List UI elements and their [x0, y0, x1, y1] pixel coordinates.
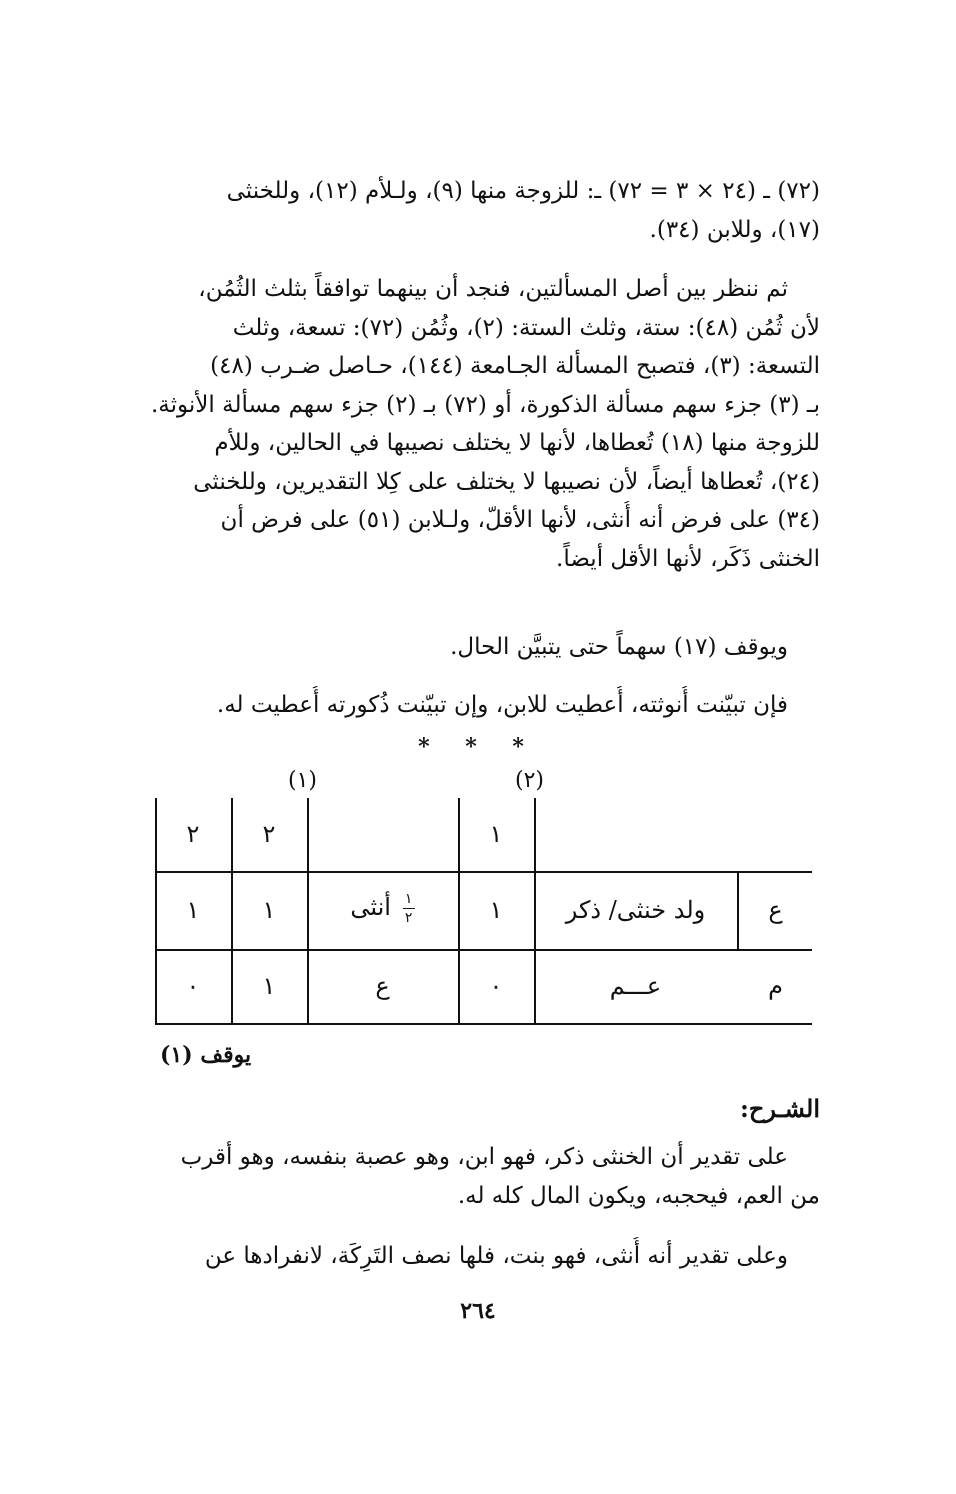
suspend-note: يوقف (١): [160, 1042, 252, 1068]
suspend-line: [134, 628, 820, 667]
table-cell: ع: [375, 972, 390, 1000]
table-border-bottom: [155, 1023, 812, 1025]
text-line: (٣٤) على فرض أنه أُنثى، لأنها الأقلّ، ولـلابن (٥١) على فرض أن: [220, 507, 820, 533]
table-cell: ١: [489, 820, 503, 848]
female-label: أنثى: [350, 893, 391, 921]
table-row-divider: [155, 949, 812, 951]
text-line: لأن ثُمُن (٤٨): ستة، وثلث الستة: (٢)، وثُمُن (٧٢): تسعة، وثلث: [232, 314, 820, 341]
text-line: على تقدير أن الخنثى ذكر، فهو ابن، وهو عصبة بنفسه، وهو أقرب: [180, 1144, 788, 1170]
female-assumption-cell: [307, 892, 458, 925]
text-line: ويوقف (١٧) سهماً حتى يتبيَّن الحال.: [450, 634, 788, 660]
table-cell: ٠: [489, 972, 503, 1000]
explanation-heading: الشـرح:: [739, 1094, 820, 1123]
heir-code-cell: ع: [768, 896, 783, 924]
text-line: ثم ننظر بين أصل المسألتين، فنجد أن بينهما توافقاً بثلث الثُمُن،: [198, 276, 788, 302]
page-number: ٢٦٤: [460, 1298, 496, 1324]
text-line: من العم، فيحجبه، ويكون المال كله له.: [457, 1182, 820, 1209]
heir-name-cell: ولد خنثى/ ذكر: [565, 896, 706, 924]
section-separator: * * *: [418, 734, 538, 760]
text-line: الخنثى ذَكَر، لأنها الأقل أيضاً.: [556, 545, 820, 572]
paragraph-male-assumption: [134, 1138, 820, 1215]
text-line: (٧٢) ـ (٢٤ × ٣ = ٧٢) ـ: للزوجة منها (٩)، ولـلأم (١٢)، وللخنثى: [226, 178, 820, 204]
column-marker-2: (٢): [515, 768, 545, 793]
outcome-line: [134, 686, 820, 725]
heir-name-cell: عـــم: [609, 972, 662, 1000]
table-cell: ٠: [186, 972, 200, 1000]
text-line: فإن تبيّنت أُنوثته، أُعطيت للابن، وإن تبيّنت ذُكورته أُعطيت له.: [216, 692, 788, 718]
text-line: التسعة: (٣)، فتصبح المسألة الجـامعة (١٤٤)، حـاصل ضـرب (٤٨): [210, 353, 820, 379]
text-line: بـ (٣) جزء سهم مسألة الذكورة، أو (٧٢) بـ (٢) جزء سهم مسألة الأنوثة.: [150, 391, 820, 418]
paragraph-combined-problem: [134, 270, 820, 578]
heir-code-cell: م: [768, 972, 783, 1000]
paragraph-female-assumption: [134, 1237, 820, 1276]
fraction-half: $\frac{١}{٢}$: [403, 892, 415, 925]
table-cell: ١: [262, 972, 276, 1000]
inheritance-table: [155, 798, 812, 1025]
table-cell: ١: [262, 896, 276, 924]
table-cell: ٢: [186, 820, 200, 848]
column-marker-1: (١): [288, 768, 318, 793]
paragraph-shares-72: [134, 172, 820, 249]
text-line: للزوجة منها (١٨) تُعطاها، لأنها لا يختلف نصيبها في الحالين، وللأم: [214, 430, 820, 456]
text-line: وعلى تقدير أنه أُنثى، فهو بنت، فلها نصف التَرِكَة، لانفرادها عن: [204, 1243, 788, 1269]
table-cell: ٢: [262, 820, 276, 848]
table-cell: ١: [489, 896, 503, 924]
table-row-divider: [155, 871, 812, 873]
text-line: (١٧)، وللابن (٣٤).: [649, 216, 820, 243]
table-cell: ١: [186, 896, 200, 924]
text-line: (٢٤)، تُعطاها أيضاً، لأن نصيبها لا يختلف على كِلا التقديرين، وللخنثى: [193, 468, 820, 495]
